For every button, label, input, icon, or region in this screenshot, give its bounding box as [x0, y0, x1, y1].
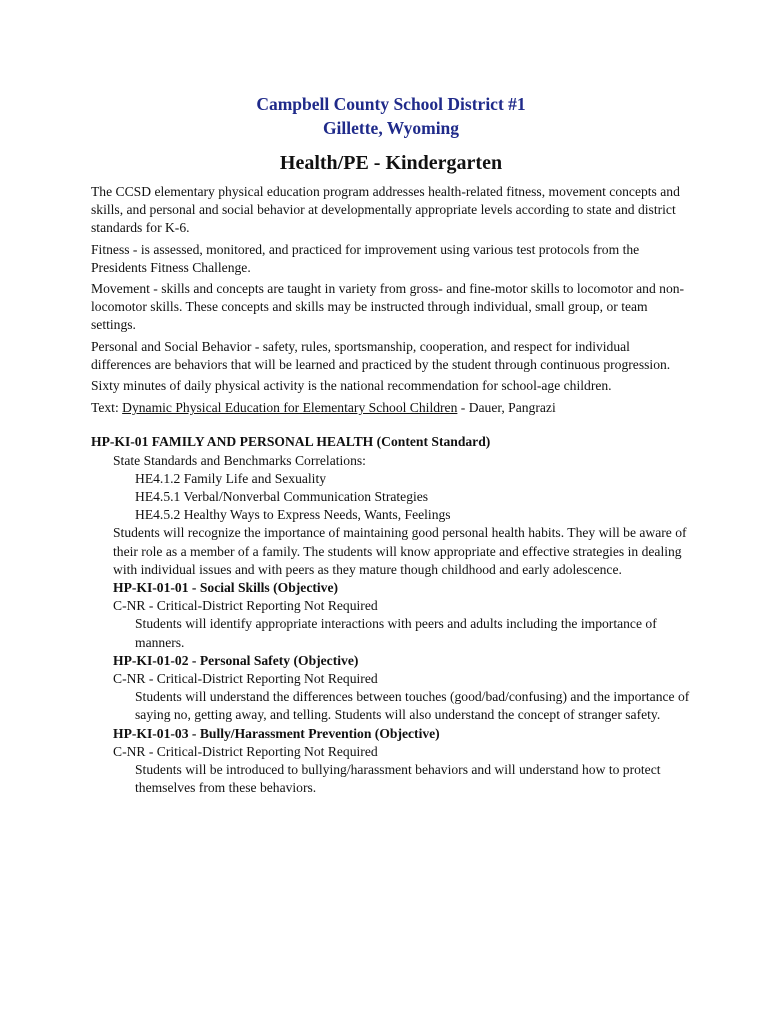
objective-title: HP-KI-01-02 - Personal Safety (Objective) — [113, 652, 359, 668]
intro-paragraph: Fitness - is assessed, monitored, and practiced for improvement using various test protocols from the Presidents Fitness Challenge. — [91, 241, 640, 275]
objective-reporting: C-NR - Critical-District Reporting Not Required — [113, 743, 378, 759]
objective-reporting: C-NR - Critical-District Reporting Not Required — [113, 598, 378, 614]
district-name: Campbell County School District #1 — [256, 94, 526, 114]
objective — [91, 579, 691, 652]
standard-description: Students will recognize the importance of maintaining good personal health habits. They will be aware of their role as a member of a family. The students will know appropriate and effective strategies in dealing with individual issues and with peers as they mature though childhood and early adolescence. — [113, 525, 687, 577]
text-reference-label: Text: — [91, 400, 123, 416]
objective — [91, 725, 691, 798]
objective-text: Students will be introduced to bullying/harassment behaviors and will understand how to protect themselves from these behaviors. — [135, 762, 661, 796]
objective-text: Students will understand the differences between touches (good/bad/confusing) and the importance of saying no, getting away, and telling. Students will also understand the concept of stranger safety. — [135, 689, 690, 723]
text-reference — [91, 399, 691, 417]
textbook-authors: - Dauer, Pangrazi — [457, 400, 556, 416]
district-location: Gillette, Wyoming — [322, 118, 460, 138]
correlation-item: HE4.5.1 Verbal/Nonverbal Communication Strategies — [135, 489, 429, 505]
objective — [91, 652, 691, 725]
document-page — [91, 92, 691, 798]
intro-paragraph: Movement - skills and concepts are taught in variety from gross- and fine-motor skills to locomotor and non-locomotor skills. These concepts and skills may be instructed through individual, small group, or team settings. — [91, 281, 685, 333]
objective-title: HP-KI-01-03 - Bully/Harassment Prevention (Objective) — [113, 725, 440, 741]
content-standard-heading: HP-KI-01 FAMILY AND PERSONAL HEALTH (Content Standard) — [91, 434, 491, 450]
page-title: Health/PE - Kindergarten — [279, 152, 503, 174]
objective-reporting: C-NR - Critical-District Reporting Not Required — [113, 671, 378, 687]
intro-paragraph: Sixty minutes of daily physical activity is the national recommendation for school-age children. — [91, 378, 612, 394]
document-header — [91, 92, 691, 140]
intro-paragraph: Personal and Social Behavior - safety, rules, sportsmanship, cooperation, and respect for individual differences are behaviors that will be learned and practiced by the student through continuous progression. — [91, 338, 671, 372]
correlation-item: HE4.1.2 Family Life and Sexuality — [135, 470, 327, 486]
intro-paragraph: The CCSD elementary physical education program addresses health-related fitness, movement concepts and skills, and personal and social behavior at developmentally appropriate levels according to state and district standards for K-6. — [91, 184, 680, 236]
correlations-label: State Standards and Benchmarks Correlations: — [113, 452, 366, 468]
objective-text: Students will identify appropriate interactions with peers and adults including the importance of manners. — [135, 616, 657, 650]
correlation-item: HE4.5.2 Healthy Ways to Express Needs, Wants, Feelings — [135, 507, 451, 523]
objective-title: HP-KI-01-01 - Social Skills (Objective) — [113, 580, 339, 596]
textbook-title: Dynamic Physical Education for Elementary School Children — [122, 400, 458, 416]
